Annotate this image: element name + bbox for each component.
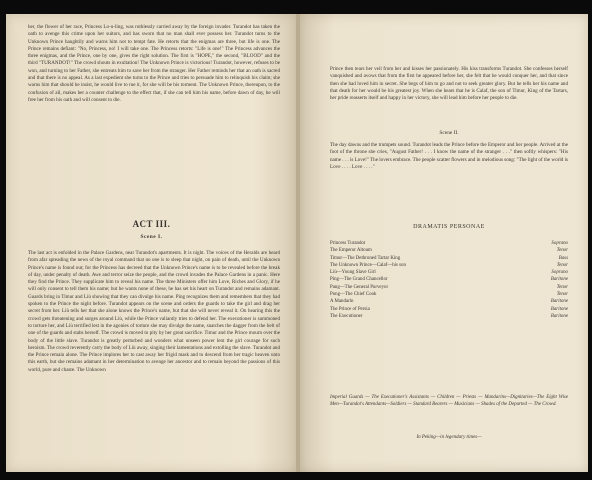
- cast-row: [330, 313, 568, 320]
- scene-label: Scene I.: [140, 234, 163, 240]
- cast-list: [330, 240, 568, 320]
- voice-type: Soprano: [551, 241, 568, 246]
- role: Pong—The Chief Cook: [330, 292, 377, 298]
- voice-type: Tenor: [556, 292, 568, 298]
- voice-type: Tenor: [556, 248, 568, 254]
- voice-type: Tenor: [556, 262, 568, 268]
- role: The Unknown Prince—Calaf—his son: [330, 262, 406, 268]
- voice-type: Baritone: [550, 313, 568, 319]
- scene-2-text: The day dawns and the trumpets sound. Turandot leads the Prince before the Emperor and her people. Arrived at the foot of the throne she cries, "August Father! . . . I know the name of the stranger . . ." then softly whispers: "His name . . . is Love!" The lovers embrace. The people scatter flowers and in melodious song: "The light of the world is Love . . . . Love . . . .": [330, 142, 568, 170]
- act-heading: ACT III.: [132, 219, 171, 229]
- chorus-list: Imperial Guards — The Executioner's Assistants — Children — Priests — Mandarins—Dignitaries—The Eight Wise Men—Turandot's Attendants—Soldiers — Standard Bearers — Musicians — Shades of the Departed — The Crowd.: [330, 395, 568, 408]
- synopsis-act2-continued: her, the flower of her race, Princess Lo-u-ling, was ruthlessly carried away by the foreign invader. Turandot has taken the oath to avenge this crime upon her suitors, and has sworn that no man shall ever possess her. Turandot turns to the Unknown Prince haughtily and warns him not to tempt fate. He retorts that the enigmas are three, but life is one. The Prince remains defiant: "No, Princess, no! I will take one. The Princess retorts: "Life is one!" The Princess advances the three enigmas, and the Prince, one by one, gives the right solution. The first is "HOPE," the second, "BLOOD" and the third "TURANDOT!" The crowd shouts in exultation! The Unknown Prince is victorious! Turandot, however, refuses to be won, and turning to her Father, she entreats him to save her from the stranger. Her Father reminds her that an oath is sacred and that there is no appeal. As a last expedient she turns to the Prince and tries to persuade him to relinquish his claim; she warns him that should he insist, he would live to rue it, for she will be his torment. The Unknown Prince, thereupon, to the confusion of all, makes her a counter challenge to the effect that, if she can tell him his name, before dawn of day, he will free her from his oath and will consent to die.: [28, 24, 280, 103]
- cast-row: [330, 255, 568, 262]
- synopsis-act3: The last act is enfolded in the Palace Gardens, near Turandot's apartments. It is night. The voices of the Heralds are heard from afar spreading the news of the royal command that no one is to sleep that night, on pain of death, until the Unknown Prince's name is found out; for the Princess has decreed that the Unknown Prince's name is to be revealed before the break of day, under penalty of death. Awe and terror seize the people, and the crowd invades the Palace Gardens in a panic. Here they find the Prince. They supplicate him to reveal his name. The three Ministers offer him Love, Riches and Glory, if he will only consent to tell them his name; but he wants none of these, he has set his heart on Turandot and remains adamant. Guards bring in Timur and Liù showing that they can divulge his name. Ping recognizes them and remembers that they had spoken to the Prince the night before. Turandot appears on the scene and orders the guards to take the girl and drag her secret from her. Liù tells her that she alone knows the Prince's name, but that she will never reveal it. On hearing this the crowd gets threatening and surges around Liù, while the Prince valiantly tries to defend her. The executioner is summoned to torture her, and Liù terrified lest in the agonies of torture she may divulge the name, snatches the dagger from the belt of one of the guards and stabs herself. The crowd is moved to pity by her great sacrifice. Timur and the Prince mourn over the body of the little slave. Turandot is greatly perturbed and wonders what unseen power lent the girl courage for such heroism. The crowd reverently carry the body of Liù away, singing their lamentations and extolling the slave. Turandot and the Prince remain alone. The Prince implores her to cast away her frigid mask and to descend from her tragic heaven unto this earth, but she remains adamant in her determination to avenge her ancestor and to remain beyond the passions of this world, pure and chaste. The Unknown: [28, 250, 280, 373]
- role: Pang—The General Purveyor: [330, 284, 389, 290]
- cast-row: [330, 276, 568, 283]
- synopsis-act3-continued: Prince then tears her veil from her and kisses her passionately. His kiss transforms Turandot. She confesses herself vanquished and avows that from the first he appeared before her, she felt that he would conquer her, and that since then she had loved him in secret. She begs of him to go and not to seek greater glory. But he tells her his name and that death for her would be his greatest joy. When she hears that he is Calaf, the son of Timur, King of the Tartars, her pride reasserts itself and happy in her victory, she will lead him before her people to die.: [330, 66, 568, 102]
- setting-line: In Peking—in legendary times—: [416, 435, 482, 440]
- cast-row: [330, 284, 568, 291]
- voice-type: Baritone: [550, 299, 568, 305]
- left-page: [6, 14, 297, 472]
- cast-row: [330, 262, 568, 269]
- role: Timur—The Dethroned Tartar King: [330, 255, 401, 261]
- voice-type: Bass: [558, 255, 568, 261]
- role: Princess Turandot: [330, 241, 366, 246]
- scene-label: Scene II.: [439, 130, 459, 136]
- cast-row: [330, 298, 568, 305]
- voice-type: Tenor: [556, 284, 568, 290]
- cast-row: [330, 247, 568, 254]
- voice-type: Soprano: [551, 270, 568, 276]
- role: Ping—The Grand Chancellor: [330, 277, 388, 283]
- cast-row: [330, 240, 568, 247]
- role: The Prince of Persia: [330, 306, 370, 312]
- role: The Executioner: [330, 313, 363, 319]
- cast-row: [330, 269, 568, 276]
- dramatis-personae-title: DRAMATIS PERSONAE: [413, 224, 485, 230]
- act-title: [6, 219, 297, 240]
- role: A Mandarin: [330, 299, 354, 305]
- cast-row: [330, 291, 568, 298]
- voice-type: Baritone: [550, 306, 568, 312]
- cast-row: [330, 306, 568, 313]
- right-page: [300, 14, 588, 472]
- role: The Emperor Altoum: [330, 248, 372, 254]
- role: Liù—Young Slave Girl: [330, 270, 376, 276]
- voice-type: Baritone: [550, 277, 568, 283]
